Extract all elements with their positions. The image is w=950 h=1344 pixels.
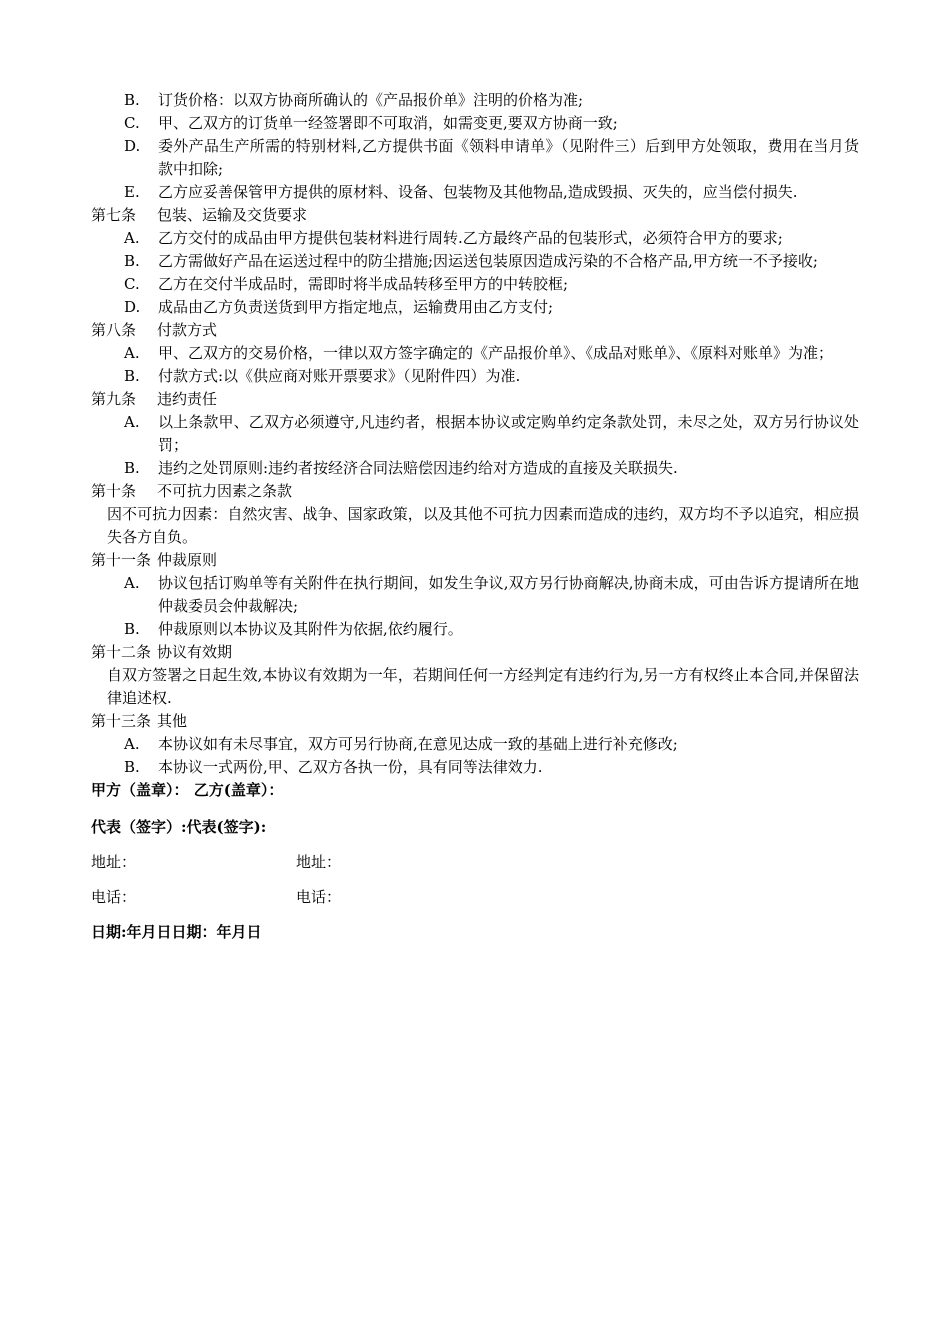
item-text: 仲裁原则以本协议及其附件为依据,依约履行。 <box>158 620 463 638</box>
section-title: 违约责任 <box>157 390 218 408</box>
phone-line <box>91 886 859 921</box>
item-letter: C. <box>124 275 140 293</box>
item-text: 违约之处罚原则:违约者按经济合同法赔偿因违约给对方造成的直接及关联损失. <box>158 459 678 477</box>
section6-item-c <box>91 112 859 135</box>
section-title: 其他 <box>157 712 188 730</box>
section11-item-b <box>91 618 859 641</box>
section6-item-b <box>91 89 859 112</box>
item-letter: B. <box>124 91 140 109</box>
section12-heading <box>91 641 859 664</box>
item-letter: D. <box>124 137 141 155</box>
section-title: 包装、运输及交货要求 <box>157 206 308 224</box>
item-text: 本协议一式两份,甲、乙双方各执一份，具有同等法律效力. <box>158 758 543 776</box>
section10-heading <box>91 480 859 503</box>
section-number: 第十二条 <box>91 643 152 661</box>
section-number: 第十条 <box>91 482 137 500</box>
section-number: 第九条 <box>91 390 137 408</box>
item-text: 本协议如有未尽事宜，双方可另行协商,在意见达成一致的基础上进行补充修改; <box>158 735 678 753</box>
item-letter: A. <box>124 229 140 247</box>
section10-paragraph: 因不可抗力因素：自然灾害、战争、国家政策，以及其他不可抗力因素而造成的违约，双方均不予以追究，相应损失各方自负。 <box>107 505 859 546</box>
item-letter: A. <box>124 413 140 431</box>
section7-item-b <box>91 250 859 273</box>
section-title: 付款方式 <box>157 321 218 339</box>
section7-item-a <box>91 227 859 250</box>
representative-signature-line: 代表（签字）:代表(签字): <box>91 818 267 836</box>
item-letter: B. <box>124 620 140 638</box>
section-number: 第八条 <box>91 321 137 339</box>
item-letter: D. <box>124 298 141 316</box>
item-text: 乙方交付的成品由甲方提供包装材料进行周转.乙方最终产品的包装形式，必须符合甲方的要求; <box>158 229 783 247</box>
section8-item-b <box>91 365 859 388</box>
item-letter: A. <box>124 735 140 753</box>
section13-heading <box>91 710 859 733</box>
item-letter: B. <box>124 367 140 385</box>
section-number: 第七条 <box>91 206 137 224</box>
item-text: 乙方在交付半成品时，需即时将半成品转移至甲方的中转胶框; <box>158 275 569 293</box>
section7-heading <box>91 204 859 227</box>
item-text: 委外产品生产所需的特别材料,乙方提供书面《领料申请单》（见附件三）后到甲方处领取，费用在当月货款中扣除; <box>158 137 859 178</box>
item-text: 以上条款甲、乙双方必须遵守,凡违约者，根据本协议或定购单约定条款处罚，未尽之处，双方另行协议处罚； <box>158 413 859 454</box>
section12-paragraph: 自双方签署之日起生效,本协议有效期为一年，若期间任何一方经判定有违约行为,另一方有权终止本合同,并保留法律追述权. <box>107 666 859 707</box>
item-text: 乙方应妥善保管甲方提供的原材料、设备、包装物及其他物品,造成毁损、灭失的，应当偿付损失. <box>158 183 798 201</box>
item-text: 甲、乙双方的订货单一经签署即不可取消，如需变更,要双方协商一致; <box>158 114 618 132</box>
party-b-phone-label: 电话： <box>296 888 342 906</box>
date-line: 日期:年月日日期：年月日 <box>91 923 262 941</box>
item-text: 成品由乙方负责送货到甲方指定地点，运输费用由乙方支付; <box>158 298 554 316</box>
party-seal-line: 甲方（盖章）： 乙方(盖章）： <box>91 781 284 799</box>
item-text: 协议包括订购单等有关附件在执行期间，如发生争议,双方另行协商解决,协商未成，可由告诉方提请所在地仲裁委员会仲裁解决; <box>158 574 859 615</box>
section13-item-b <box>91 756 859 779</box>
item-text: 订货价格：以双方协商所确认的《产品报价单》注明的价格为准; <box>158 91 584 109</box>
item-letter: A. <box>124 574 140 592</box>
section-title: 协议有效期 <box>157 643 233 661</box>
section6-item-d <box>91 135 859 181</box>
section8-heading <box>91 319 859 342</box>
section-title: 不可抗力因素之条款 <box>157 482 293 500</box>
section-title: 仲裁原则 <box>157 551 218 569</box>
item-letter: B. <box>124 459 140 477</box>
section11-heading <box>91 549 859 572</box>
item-text: 甲、乙双方的交易价格，一律以双方签字确定的《产品报价单》、《成品对账单》、《原料对账单》为准； <box>158 344 834 362</box>
item-letter: B. <box>124 758 140 776</box>
section9-item-b <box>91 457 859 480</box>
contract-body <box>91 89 859 956</box>
section7-item-c <box>91 273 859 296</box>
item-letter: A. <box>124 344 140 362</box>
item-letter: C. <box>124 114 140 132</box>
section6-item-e <box>91 181 859 204</box>
party-b-address-label: 地址： <box>296 853 342 871</box>
party-a-phone-label: 电话： <box>91 888 137 906</box>
section9-item-a <box>91 411 859 457</box>
section11-item-a <box>91 572 859 618</box>
section7-item-d <box>91 296 859 319</box>
signature-block <box>91 779 859 956</box>
section8-item-a <box>91 342 859 365</box>
item-text: 付款方式:以《供应商对账开票要求》（见附件四）为准. <box>158 367 521 385</box>
section13-item-a <box>91 733 859 756</box>
section-number: 第十一条 <box>91 551 152 569</box>
item-letter: B. <box>124 252 140 270</box>
item-text: 乙方需做好产品在运送过程中的防尘措施;因运送包装原因造成污染的不合格产品,甲方统一不予接收; <box>158 252 818 270</box>
party-a-address-label: 地址： <box>91 853 137 871</box>
address-line <box>91 851 859 886</box>
item-letter: E. <box>124 183 140 201</box>
section-number: 第十三条 <box>91 712 152 730</box>
section9-heading <box>91 388 859 411</box>
